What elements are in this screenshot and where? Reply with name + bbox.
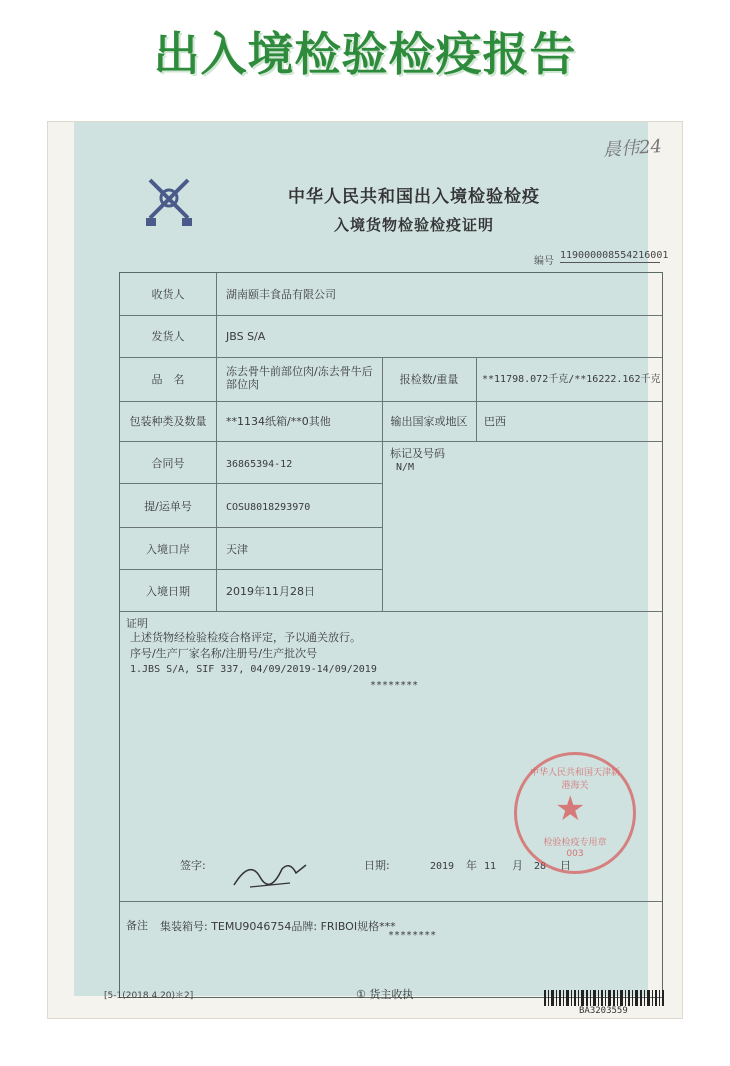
- certificate-table: [119, 272, 663, 998]
- handwritten-note: 晨伟24: [602, 135, 663, 162]
- remarks-line-3: 1.JBS S/A, SIF 337, 04/09/2019-14/09/2019: [130, 664, 377, 675]
- remarks-line-2: 序号/生产厂家名称/注册号/生产批次号: [130, 647, 318, 660]
- certificate-subtitle: 入境货物检验检疫证明: [333, 216, 494, 234]
- remarks-heading: 证明: [126, 617, 148, 630]
- declared-quantity-value: **11798.072千克/**16222.162千克: [482, 374, 661, 385]
- packaging-label: 包装种类及数量: [129, 415, 207, 428]
- copy-label: ① 货主收执: [356, 988, 414, 1001]
- bill-of-lading-value: COSU8018293970: [226, 502, 311, 513]
- barcode-image: [544, 990, 664, 1006]
- goods-name-value: 冻去骨牛前部位肉/冻去骨牛后部位肉: [226, 365, 373, 391]
- note-stars: ********: [388, 930, 437, 941]
- consignor-label: 发货人: [151, 330, 185, 343]
- seal-star-icon: ★: [555, 789, 586, 829]
- customs-emblem-icon: [142, 174, 196, 232]
- marks-value: N/M: [396, 462, 415, 473]
- entry-port-value: 天津: [226, 543, 248, 556]
- remarks-line-1: 上述货物经检验检疫合格评定，予以通关放行。: [130, 631, 361, 644]
- sign-month: 11: [484, 861, 497, 872]
- serial-number: 119000008554216001: [560, 250, 669, 261]
- sign-year-unit: 年: [466, 859, 477, 872]
- report-banner-title: 出入境检验检疫报告: [153, 27, 577, 81]
- consignee-value: 湖南颐丰食品有限公司: [226, 288, 336, 301]
- sign-month-unit: 月: [512, 859, 523, 872]
- note-label: 备注: [126, 919, 148, 932]
- entry-port-label: 入境口岸: [146, 543, 190, 556]
- contract-value: 36865394-12: [226, 459, 293, 470]
- certificate-paper: [48, 122, 682, 1018]
- entry-date-value: 2019年11月28日: [226, 585, 315, 598]
- date-sign-label: 日期:: [364, 859, 390, 872]
- export-country-label: 输出国家或地区: [390, 415, 468, 428]
- seal-bottom-text: 检验检疫专用章: [543, 838, 607, 848]
- remarks-stars: ********: [370, 680, 419, 691]
- sign-day: 28: [534, 861, 547, 872]
- export-country-value: 巴西: [484, 415, 506, 428]
- sign-day-unit: 日: [560, 859, 571, 872]
- declared-quantity-label: 报检数/重量: [399, 373, 459, 386]
- barcode-number: BA3203559: [579, 1006, 628, 1016]
- consignee-label: 收货人: [151, 288, 185, 301]
- certificate-title: 中华人民共和国出入境检验检疫: [288, 187, 540, 207]
- form-code: [5-1(2018.4.20)＊2]: [104, 991, 194, 1001]
- serial-label: 编号: [534, 256, 554, 267]
- packaging-value: **1134纸箱/**0其他: [226, 415, 331, 428]
- marks-label: 标记及号码: [390, 447, 445, 460]
- official-seal: [514, 752, 636, 874]
- signature-image: [230, 855, 310, 891]
- bill-of-lading-label: 提/运单号: [144, 500, 192, 513]
- sign-label: 签字:: [180, 859, 206, 872]
- certificate-form: [74, 122, 669, 1016]
- consignor-value: JBS S/A: [226, 330, 266, 343]
- seal-number: 003: [566, 849, 584, 859]
- goods-name-label: 品 名: [151, 373, 185, 386]
- seal-top-text: 中华人民共和国天津新港海关: [529, 768, 620, 791]
- sign-year: 2019: [430, 861, 455, 872]
- entry-date-label: 入境日期: [146, 585, 190, 598]
- contract-label: 合同号: [151, 457, 185, 470]
- note-value: 集装箱号: TEMU9046754品牌: FRIBOI规格***: [160, 920, 396, 933]
